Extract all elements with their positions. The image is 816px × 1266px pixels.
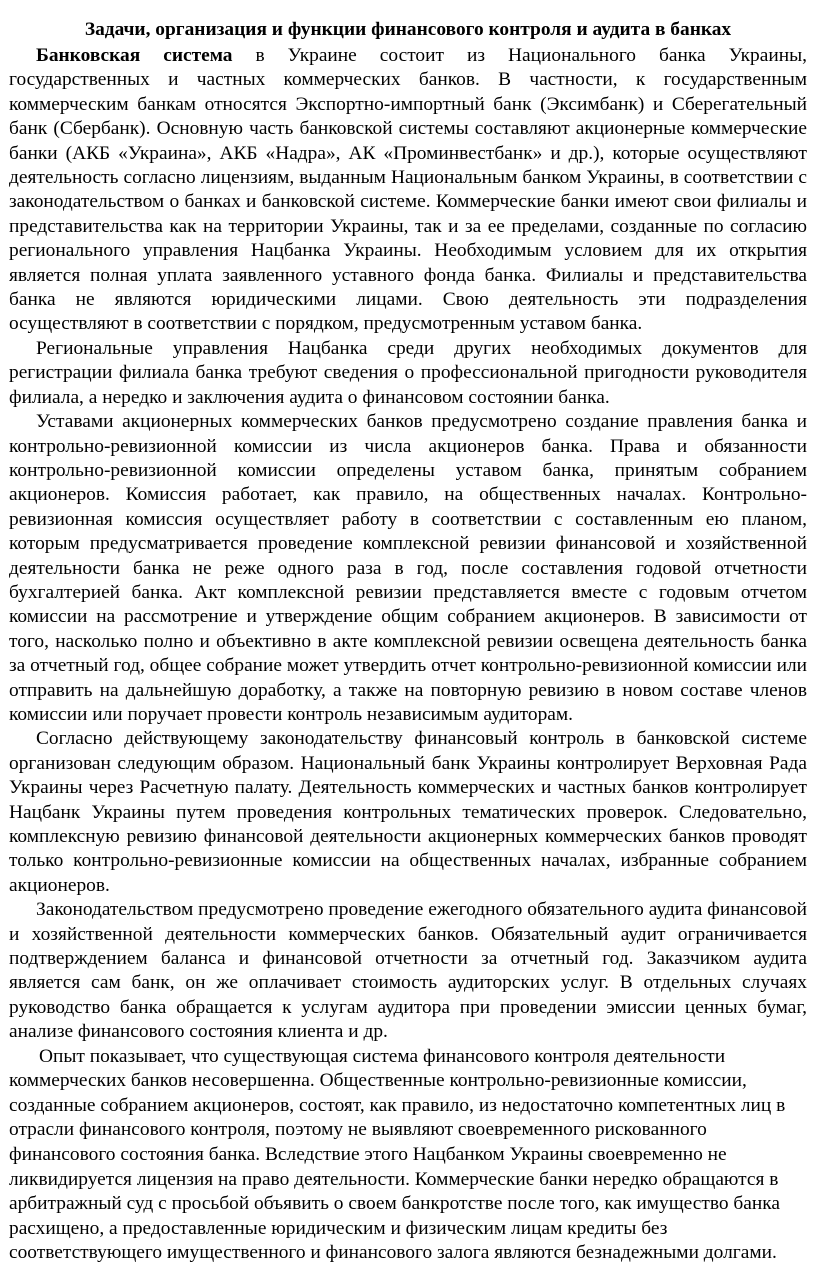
paragraph-banking-system: [9, 44, 807, 337]
document-title: Задачи, организация и функции финансового контроля и аудита в банках: [84, 19, 732, 40]
lead-term: Банковская система: [36, 45, 233, 66]
paragraph-mandatory-audit: Законодательством предусмотрено проведение ежегодного обязательного аудита финансовой и хозяйственной деятельности коммерческих банков. Обязательный аудит ограничивается подтверждением баланса и финансовой отчетности за отчетный год. Заказчиком аудита является сам банк, он же оплачивает стоимость аудиторских услуг. В отдельных случаях руководство банка обращается к услугам аудитора при проведении эмиссии ценных бумаг, анализе финансового состояния клиента и др.: [9, 899, 807, 1043]
paragraph-financial-control: Согласно действующему законодательству финансовый контроль в банковской системе организован следующим образом. Национальный банк Украины контролирует Верховная Рада Украины через Расчетную палату. Деятельность коммерческих и частных банков контролирует Нацбанк Украины путем проведения контрольных тематических проверок. Следовательно, комплексную ревизию финансовой деятельности акционерных коммерческих банков проводят только контрольно-ревизионные комиссии на общественных началах, избранные собранием акционеров.: [9, 728, 807, 896]
paragraph-audit-commission: Уставами акционерных коммерческих банков предусмотрено создание правления банка и контрольно-ревизионной комиссии из числа акционеров банка. Права и обязанности контрольно-ревизионной комиссии определены уставом банка, принятым собранием акционеров. Комиссия работает, как правило, на общественных началах. Контрольно-ревизионная комиссия осуществляет работу в соответствии с составленным ею планом, которым предусматривается проведение комплексной ревизии финансовой и хозяйственной деятельности банка не реже одного раза в год, после составления годовой отчетности бухгалтерией банка. Акт комплексной ревизии представляется вместе с годовым отчетом комиссии на рассмотрение и утверждение общим собранием акционеров. В зависимости от того, насколько полно и объективно в акте комплексной ревизии освещена деятельность банка за отчетный год, общее собрание может утвердить отчет контрольно-ревизионной комиссии или отправить на дальнейшую доработку, а также на повторную ревизию в новом составе членов комиссии или поручает провести контроль независимым аудиторам.: [9, 411, 807, 725]
paragraph-experience: Опыт показывает, что существующая система финансового контроля деятельности коммерческих банков несовершенна. Общественные контрольно-ревизионные комиссии, созданные собранием акционеров, состоят, как правило, из недостаточно компетентных лиц в отрасли финансового контроля, поэтому не выявляют своевременного рискованного финансового состояния банка. Вследствие этого Нацбанком Украины своевременно не ликвидируется лицензия на право деятельности. Коммерческие банки нередко обращаются в арбитражный суд с просьбой объявить о своем банкротстве после того, как имущество банка расхищено, а предоставленные юридическим и физическим лицам кредиты без соответствующего имущественного и финансового залога являются безнадежными долгами.: [9, 1045, 786, 1264]
paragraph-banking-system-text: в Украине состоит из Национального банка Украины, государственных и частных коммерческих банков. В частности, к государственным коммерческим банкам относятся Экспортно-импортный банк (Эксимбанк) и Сберегательный банк (Сбербанк). Основную часть банковской системы составляют акционерные коммерческие банки (АКБ «Украина», АКБ «Надра», АК «Проминвестбанк» и др.), которые осуществляют деятельность согласно лицензиям, выданным Национальным банком Украины, в соответствии с законодательством о банках и банковской системе. Коммерческие банки имеют свои филиалы и представительства как на территории Украины, так и за ее пределами, созданные по согласию регионального управления Нацбанка Украины. Необходимым условием для их открытия является полная уплата заявленного уставного фонда банка. Филиалы и представительства банка не являются юридическими лицами. Свою деятельность эти подразделения осуществляют в соответствии с порядком, предусмотренным уставом банка.: [9, 45, 807, 335]
paragraph-regional-offices: Региональные управления Нацбанка среди других необходимых документов для регистрации филиала банка требуют сведения о профессиональной пригодности руководителя филиала, а нередко и заключения аудита о финансовом состоянии банка.: [9, 337, 807, 408]
